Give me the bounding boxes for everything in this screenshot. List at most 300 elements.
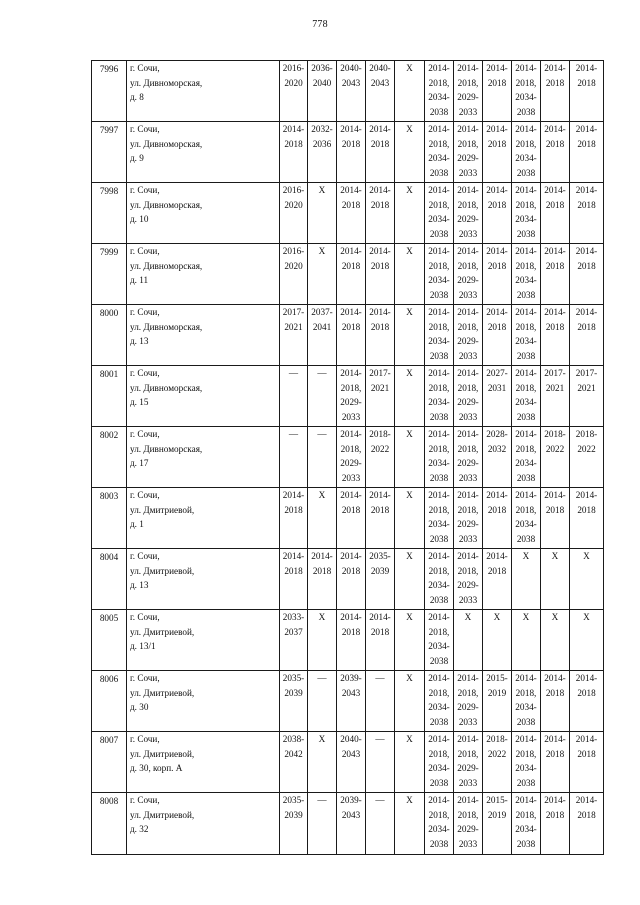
period-cell — [483, 610, 512, 671]
period-line: 2014- — [428, 551, 450, 561]
table-row — [92, 183, 604, 244]
period-cell — [512, 61, 541, 122]
period-line: 2014- — [544, 734, 566, 744]
period-line: 2018 — [370, 504, 390, 515]
period-line: 2014- — [457, 795, 479, 805]
period-line: 2029- — [457, 702, 479, 713]
address-cell — [127, 488, 280, 549]
period-line: 2037 — [284, 626, 303, 637]
period-line: 2033 — [458, 594, 478, 605]
period-cell — [337, 793, 366, 855]
period-line: 2039 — [284, 809, 303, 820]
address-line: г. Сочи, — [130, 551, 160, 561]
period-line: 2038 — [516, 472, 536, 483]
period-line: 2034- — [515, 397, 537, 408]
period-line: 2018, — [428, 565, 450, 576]
address-line: ул. Дмитриевой, — [130, 687, 195, 698]
period-cell — [425, 244, 454, 305]
period-cell — [541, 610, 570, 671]
period-cell — [570, 488, 604, 549]
period-line: 2014- — [340, 612, 362, 622]
period-line: 2014- — [457, 185, 479, 195]
period-line: 2018, — [515, 443, 537, 454]
period-line: 2018, — [428, 687, 450, 698]
period-cell — [454, 610, 483, 671]
period-line: 2014- — [515, 185, 537, 195]
period-cell — [454, 549, 483, 610]
period-line: 2034- — [428, 458, 450, 469]
period-cell — [512, 366, 541, 427]
period-line: 2018 — [545, 504, 565, 515]
page-number: 778 — [312, 19, 328, 30]
period-line: 2020 — [284, 77, 303, 88]
period-line: 2018 — [370, 626, 390, 637]
period-line: 2014- — [428, 307, 450, 317]
period-line: 2018, — [428, 504, 450, 515]
period-cell — [570, 61, 604, 122]
period-cell — [570, 671, 604, 732]
period-line: 2018 — [487, 504, 507, 515]
period-line: 2014- — [369, 246, 391, 256]
address-line: г. Сочи, — [130, 246, 160, 256]
period-line: 2043 — [341, 809, 361, 820]
address-line: г. Сочи, — [130, 63, 160, 73]
period-line: 2018 — [545, 321, 565, 332]
period-cell — [280, 122, 308, 183]
period-line: 2038 — [429, 106, 449, 117]
period-line: X — [522, 612, 530, 622]
period-line: 2018, — [457, 504, 479, 515]
period-line: 2014- — [340, 185, 362, 195]
period-cell — [425, 427, 454, 488]
address-line: ул. Дивноморская, — [130, 443, 203, 454]
period-line: 2014- — [486, 307, 508, 317]
period-line: 2043 — [341, 687, 361, 698]
period-cell — [425, 366, 454, 427]
period-line: 2018 — [577, 138, 596, 149]
period-cell — [570, 793, 604, 855]
table-row — [92, 427, 604, 488]
table-row — [92, 732, 604, 793]
address-cell — [127, 244, 280, 305]
period-line: 2033 — [458, 472, 478, 483]
address-cell — [127, 183, 280, 244]
period-line: 2041 — [312, 321, 332, 332]
period-line: 2018 — [487, 321, 507, 332]
period-cell — [366, 793, 395, 855]
address-line: ул. Дивноморская, — [130, 382, 203, 393]
period-cell — [280, 610, 308, 671]
row-number: 7998 — [92, 183, 127, 244]
period-line: X — [318, 185, 326, 195]
period-line: 2033 — [341, 472, 361, 483]
period-line: 2018 — [545, 199, 565, 210]
period-cell — [337, 549, 366, 610]
period-line: 2018 — [284, 565, 303, 576]
period-line: 2038 — [516, 350, 536, 361]
period-cell — [395, 244, 425, 305]
period-line: 2014- — [575, 246, 598, 256]
period-cell — [541, 61, 570, 122]
address-line: г. Сочи, — [130, 612, 160, 622]
period-line: 2014- — [369, 124, 391, 134]
period-line: 2014- — [311, 551, 333, 561]
period-line: 2038 — [429, 838, 449, 849]
period-cell — [541, 732, 570, 793]
table-row — [92, 366, 604, 427]
period-cell — [570, 366, 604, 427]
period-cell — [337, 610, 366, 671]
period-cell — [541, 305, 570, 366]
period-line: — — [317, 795, 327, 805]
period-line: 2018, — [428, 321, 450, 332]
period-line: X — [406, 185, 413, 195]
period-line: 2018 — [545, 260, 565, 271]
period-line: 2014- — [369, 490, 391, 500]
period-line: 2022 — [487, 748, 507, 759]
period-cell — [280, 549, 308, 610]
period-cell — [512, 122, 541, 183]
period-cell — [395, 305, 425, 366]
address-cell — [127, 366, 280, 427]
period-line: — — [288, 429, 299, 439]
period-line: 2018 — [577, 809, 596, 820]
period-line: 2029- — [457, 397, 479, 408]
period-cell — [308, 244, 337, 305]
period-line: X — [406, 734, 413, 744]
period-line: 2018 — [487, 260, 507, 271]
period-line: 2018, — [457, 321, 479, 332]
period-cell — [280, 488, 308, 549]
row-number: 8003 — [92, 488, 127, 549]
period-line: 2019 — [487, 809, 507, 820]
period-line: — — [317, 673, 327, 683]
period-line: 2014- — [457, 734, 479, 744]
period-cell — [308, 610, 337, 671]
period-line: 2018 — [487, 138, 507, 149]
period-cell — [483, 61, 512, 122]
period-line: 2038 — [429, 472, 449, 483]
period-line: 2029- — [457, 92, 479, 103]
period-line: 2038- — [282, 734, 305, 744]
period-line: 2018 — [370, 260, 390, 271]
period-line: X — [318, 612, 326, 622]
period-cell — [308, 183, 337, 244]
period-line: 2038 — [429, 533, 449, 544]
period-line: 2014- — [457, 429, 479, 439]
period-line: 2014- — [575, 734, 598, 744]
address-line: д. 17 — [130, 458, 149, 469]
period-line: 2014- — [575, 63, 598, 73]
period-cell — [483, 305, 512, 366]
period-line: 2034- — [515, 336, 537, 347]
period-line: 2027- — [486, 368, 508, 378]
period-line: 2017- — [282, 307, 305, 317]
period-line: 2033- — [282, 612, 305, 622]
address-line: г. Сочи, — [130, 734, 160, 744]
row-number: 7999 — [92, 244, 127, 305]
table-body — [92, 61, 604, 855]
period-line: 2038 — [516, 106, 536, 117]
period-line: 2018 — [341, 504, 361, 515]
period-line: 2034- — [428, 580, 450, 591]
period-line: 2018 — [545, 138, 565, 149]
period-line: 2014- — [544, 673, 566, 683]
period-cell — [483, 549, 512, 610]
period-line: 2033 — [458, 533, 478, 544]
row-number: 8004 — [92, 549, 127, 610]
table-row — [92, 549, 604, 610]
period-line: 2035- — [369, 551, 391, 561]
table-row — [92, 488, 604, 549]
period-cell — [366, 549, 395, 610]
period-line: 2035- — [282, 673, 305, 683]
period-line: 2014- — [544, 307, 566, 317]
period-line: 2034- — [428, 214, 450, 225]
period-cell — [395, 366, 425, 427]
period-line: 2018 — [577, 321, 596, 332]
period-line: X — [406, 551, 413, 561]
period-cell — [395, 427, 425, 488]
period-line: 2014- — [575, 795, 598, 805]
period-line: 2014- — [515, 734, 537, 744]
period-cell — [366, 305, 395, 366]
period-line: 2028- — [486, 429, 508, 439]
period-line: X — [551, 551, 559, 561]
period-line: 2014- — [340, 490, 362, 500]
period-line: 2038 — [429, 167, 449, 178]
period-cell — [308, 671, 337, 732]
period-line: 2038 — [516, 228, 536, 239]
period-line: 2034- — [515, 824, 537, 835]
address-line: д. 9 — [130, 153, 144, 164]
period-line: 2018 — [341, 138, 361, 149]
period-line: 2034- — [428, 275, 450, 286]
table-row — [92, 610, 604, 671]
period-line: X — [551, 612, 559, 622]
period-line: 2018 — [545, 748, 565, 759]
row-number: 8006 — [92, 671, 127, 732]
period-line: 2017- — [544, 368, 566, 378]
period-line: 2014- — [428, 368, 450, 378]
period-line: 2032 — [487, 443, 507, 454]
period-cell — [425, 732, 454, 793]
period-line: 2038 — [516, 533, 536, 544]
period-line: 2033 — [458, 411, 478, 422]
period-cell — [454, 244, 483, 305]
period-cell — [366, 61, 395, 122]
period-cell — [337, 671, 366, 732]
row-number: 8001 — [92, 366, 127, 427]
period-line: 2014- — [340, 246, 362, 256]
period-cell — [483, 427, 512, 488]
period-line: 2033 — [458, 777, 478, 788]
address-line: г. Сочи, — [130, 124, 160, 134]
period-line: 2016- — [282, 63, 305, 73]
period-line: 2029- — [340, 397, 362, 408]
period-line: 2034- — [428, 702, 450, 713]
period-line: 2018 — [284, 138, 303, 149]
address-line: д. 32 — [130, 824, 149, 835]
address-line: ул. Дмитриевой, — [130, 504, 195, 515]
period-line: 2029- — [340, 458, 362, 469]
period-line: 2022 — [577, 443, 596, 454]
period-line: X — [464, 612, 472, 622]
period-cell — [366, 244, 395, 305]
address-line: д. 8 — [130, 92, 144, 103]
period-line: 2038 — [429, 716, 449, 727]
period-line: 2018- — [544, 429, 566, 439]
period-cell — [425, 671, 454, 732]
period-line: 2018, — [457, 138, 479, 149]
period-line: 2034- — [515, 702, 537, 713]
period-line: 2018, — [428, 809, 450, 820]
period-cell — [395, 793, 425, 855]
period-cell — [454, 488, 483, 549]
period-cell — [541, 549, 570, 610]
address-cell — [127, 305, 280, 366]
period-line: 2014- — [428, 734, 450, 744]
table-row — [92, 793, 604, 855]
period-line: 2029- — [457, 275, 479, 286]
period-line: 2014- — [515, 673, 537, 683]
period-line: 2043 — [370, 77, 390, 88]
period-line: 2018, — [457, 748, 479, 759]
period-line: X — [406, 673, 413, 683]
period-line: 2036- — [311, 63, 333, 73]
period-line: 2014- — [340, 124, 362, 134]
period-cell — [454, 122, 483, 183]
period-cell — [366, 183, 395, 244]
period-cell — [395, 732, 425, 793]
period-cell — [395, 549, 425, 610]
period-line: 2033 — [458, 838, 478, 849]
period-line: 2016- — [282, 246, 305, 256]
period-line: 2038 — [516, 777, 536, 788]
period-cell — [395, 610, 425, 671]
period-line: 2018, — [515, 321, 537, 332]
period-line: 2014- — [340, 307, 362, 317]
row-number: 8008 — [92, 793, 127, 855]
period-line: 2017- — [575, 368, 598, 378]
period-cell — [308, 122, 337, 183]
period-line: 2014- — [340, 551, 362, 561]
period-line: — — [288, 368, 299, 378]
period-cell — [483, 244, 512, 305]
period-line: 2043 — [341, 77, 361, 88]
period-line: 2018, — [515, 138, 537, 149]
period-cell — [308, 427, 337, 488]
period-line: 2014- — [457, 124, 479, 134]
address-line: д. 13 — [130, 580, 149, 591]
period-cell — [280, 793, 308, 855]
period-line: 2021 — [284, 321, 303, 332]
period-line: 2014- — [486, 551, 508, 561]
period-cell — [454, 793, 483, 855]
period-line: 2014- — [369, 307, 391, 317]
period-line: 2029- — [457, 763, 479, 774]
period-line: 2039- — [340, 673, 362, 683]
period-line: 2037- — [311, 307, 333, 317]
period-cell — [425, 549, 454, 610]
period-line: 2014- — [544, 246, 566, 256]
period-line: 2034- — [515, 763, 537, 774]
address-line: д. 13 — [130, 336, 149, 347]
period-cell — [280, 305, 308, 366]
period-line: 2039 — [284, 687, 303, 698]
period-line: 2018, — [457, 382, 479, 393]
period-cell — [308, 305, 337, 366]
period-line: X — [318, 734, 326, 744]
period-line: X — [583, 612, 590, 622]
period-line: 2022 — [370, 443, 390, 454]
address-cell — [127, 610, 280, 671]
period-line: 2018, — [457, 199, 479, 210]
period-cell — [308, 732, 337, 793]
period-line: 2038 — [429, 228, 449, 239]
period-cell — [425, 61, 454, 122]
row-number: 8000 — [92, 305, 127, 366]
period-line: 2040- — [340, 63, 362, 73]
period-cell — [366, 610, 395, 671]
period-line: — — [375, 795, 385, 805]
period-line: X — [493, 612, 501, 622]
period-line: 2039- — [340, 795, 362, 805]
period-line: 2034- — [428, 641, 450, 652]
period-line: 2014- — [515, 63, 537, 73]
period-line: 2033 — [458, 716, 478, 727]
period-line: 2018 — [370, 321, 390, 332]
period-line: 2042 — [284, 748, 303, 759]
period-line: 2040- — [340, 734, 362, 744]
period-line: 2014- — [457, 490, 479, 500]
period-line: 2014- — [515, 429, 537, 439]
address-line: г. Сочи, — [130, 185, 160, 195]
period-cell — [454, 366, 483, 427]
period-cell — [570, 732, 604, 793]
period-line: 2014- — [575, 673, 598, 683]
period-cell — [337, 366, 366, 427]
period-cell — [337, 427, 366, 488]
period-cell — [308, 793, 337, 855]
period-line: 2018, — [428, 77, 450, 88]
address-line: г. Сочи, — [130, 490, 160, 500]
period-line: 2018 — [577, 687, 596, 698]
period-line: X — [406, 368, 413, 378]
period-line: 2039 — [370, 565, 390, 576]
period-cell — [425, 122, 454, 183]
period-cell — [425, 488, 454, 549]
period-cell — [483, 183, 512, 244]
period-line: 2034- — [428, 763, 450, 774]
address-line: д. 15 — [130, 397, 149, 408]
period-cell — [541, 183, 570, 244]
period-cell — [483, 732, 512, 793]
period-line: 2019 — [487, 687, 507, 698]
period-cell — [570, 305, 604, 366]
period-line: 2034- — [428, 153, 450, 164]
period-line: 2018 — [487, 77, 507, 88]
period-line: 2018, — [428, 138, 450, 149]
period-line: X — [318, 490, 326, 500]
period-cell — [280, 732, 308, 793]
period-line: 2018, — [457, 565, 479, 576]
period-line: 2014- — [544, 795, 566, 805]
period-line: 2021 — [545, 382, 565, 393]
period-line: 2029- — [457, 458, 479, 469]
period-line: 2017- — [369, 368, 391, 378]
period-line: 2015- — [486, 795, 508, 805]
